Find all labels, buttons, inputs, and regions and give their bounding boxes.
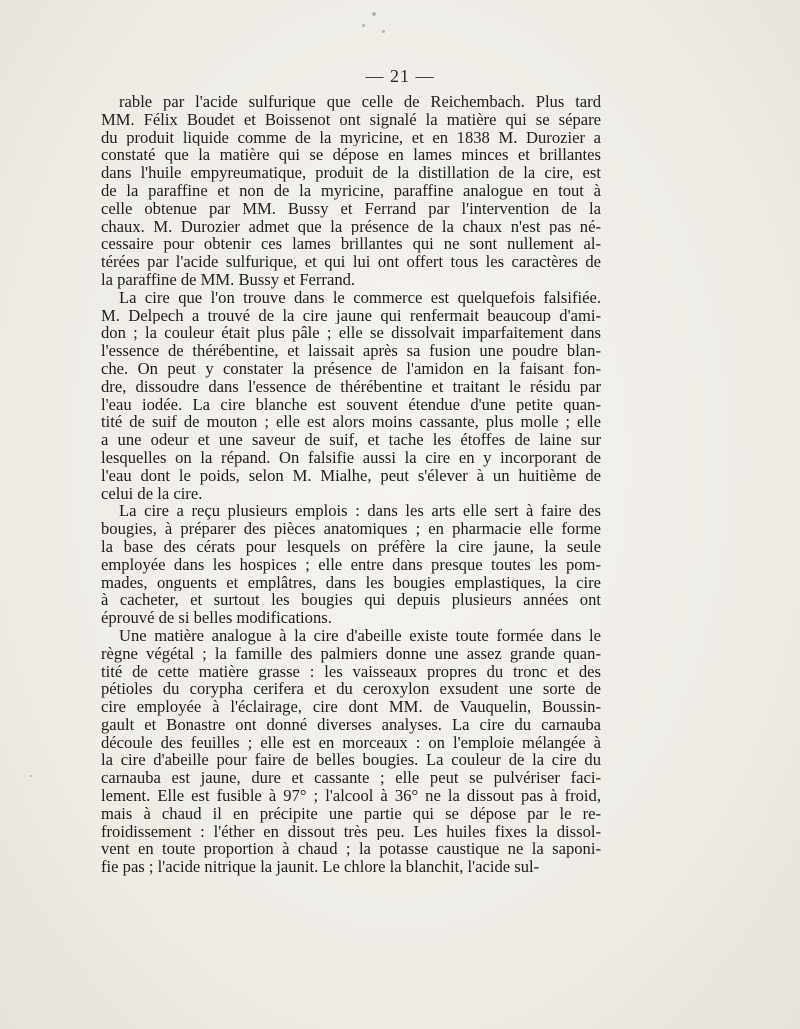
text-line: constaté que la matière qui se dépose en lames minces et brillantes — [101, 146, 601, 165]
text-line: rable par l'acide sulfurique que celle de Reichembach. Plus tard — [119, 93, 601, 111]
text-line: celui de la cire. — [101, 484, 203, 503]
text-line: à cacheter, et surtout les bougies qui depuis plusieurs années ont — [101, 591, 601, 610]
text-line: découle des feuilles ; elle est en morceaux : on l'emploie mélangée à — [101, 733, 601, 752]
ink-speck — [362, 24, 365, 27]
text-line: don ; la couleur était plus pâle ; elle se dissolvait imparfaitement dans — [101, 324, 601, 343]
text-line: a une odeur et une saveur de suif, et tache les étoffes de laine sur — [101, 431, 601, 449]
ink-speck — [382, 30, 385, 33]
text-line: l'essence de thérébentine, et laissait après sa fusion une poudre blan- — [101, 342, 601, 360]
text-line: employée dans les hospices ; elle entre dans presque toutes les pom- — [101, 555, 601, 574]
text-line: cire employée à l'éclairage, cire dont MM. de Vauquelin, Boussin- — [101, 698, 601, 716]
text-line: du produit liquide comme de la myricine, et en 1838 M. Durozier a — [101, 128, 601, 147]
text-line: cessaire pour obtenir ces lames brillantes qui ne sont nullement al- — [101, 235, 601, 254]
text-line: tité de cette matière grasse : les vaisseaux propres du tronc et des — [101, 662, 601, 681]
text-line: térées par l'acide sulfurique, et qui lui ont offert tous les caractères de — [101, 253, 601, 271]
page-number: — 21 — — [365, 66, 435, 86]
text-line: celle obtenue par MM. Bussy et Ferrand par l'intervention de la — [101, 199, 601, 218]
text-line: che. On peut y constater la présence de l'amidon en la faisant fon- — [101, 359, 601, 378]
text-line: l'eau iodée. La cire blanche est souvent étendue d'une petite quan- — [101, 395, 601, 414]
text-line: la paraffine de MM. Bussy et Ferrand. — [101, 270, 356, 289]
text-line: M. Delpech a trouvé de la cire jaune qui renfermait beaucoup d'ami- — [101, 306, 601, 325]
text-line: chaux. M. Durozier admet que la présence de la chaux n'est pas né- — [101, 217, 601, 236]
body-text — [101, 93, 601, 876]
text-line: l'eau dont le poids, selon M. Mialhe, peut s'élever à un huitième de — [101, 466, 601, 485]
text-line: gault et Bonastre ont donné diverses analyses. La cire du carnauba — [101, 715, 601, 734]
text-line: mais à chaud il en précipite une partie qui se dépose par le re- — [101, 804, 601, 823]
text-line: règne végétal ; la famille des palmiers donne une assez grande quan- — [101, 644, 601, 663]
text-line: lesquelles on la répand. On falsifie aussi la cire en y incorporant de — [101, 448, 601, 467]
text-line: La cire que l'on trouve dans le commerce est quelquefois falsifiée. — [119, 288, 601, 307]
text-line: éprouvé de si belles modifications. — [101, 609, 332, 627]
text-line: froidissement : l'éther en dissout très peu. Les huiles fixes la dissol- — [101, 822, 601, 841]
text-line: fie pas ; l'acide nitrique la jaunit. Le chlore la blanchit, l'acide sul- — [101, 858, 540, 877]
text-line: carnauba est jaune, dure et cassante ; elle peut se pulvériser faci- — [101, 769, 601, 788]
ink-speck — [372, 12, 376, 16]
text-line: La cire a reçu plusieurs emplois : dans les arts elle sert à faire des — [119, 502, 601, 521]
text-line: MM. Félix Boudet et Boissenot ont signalé la matière qui se sépare — [101, 110, 601, 129]
text-line: dre, dissoudre dans l'essence de thérébentine et traitant le résidu par — [101, 377, 601, 396]
text-line: la base des cérats pour lesquels on préfère la cire jaune, la seule — [101, 537, 601, 556]
text-line: dans l'huile empyreumatique, produit de la distillation de la cire, est — [101, 164, 601, 182]
text-line: de la paraffine et non de la myricine, paraffine analogue en tout à — [101, 181, 601, 200]
text-line: mades, onguents et emplâtres, dans les bougies emplastiques, la cire — [101, 573, 601, 592]
text-line: pétioles du corypha cerifera et du ceroxylon exsudent une sorte de — [101, 680, 601, 699]
text-line: tité de suif de mouton ; elle est alors moins cassante, plus molle ; elle — [101, 413, 601, 432]
text-line: bougies, à préparer des pièces anatomiques ; en pharmacie elle forme — [101, 520, 601, 538]
text-line: la cire d'abeille pour faire de belles bougies. La couleur de la cire du — [101, 751, 601, 770]
ink-speck — [30, 775, 32, 777]
text-line: vent en toute proportion à chaud ; la potasse caustique ne la saponi- — [101, 840, 601, 859]
text-line: Une matière analogue à la cire d'abeille existe toute formée dans le — [119, 626, 601, 645]
text-line: lement. Elle est fusible à 97° ; l'alcool à 36° ne la dissout pas à froid, — [101, 787, 601, 805]
